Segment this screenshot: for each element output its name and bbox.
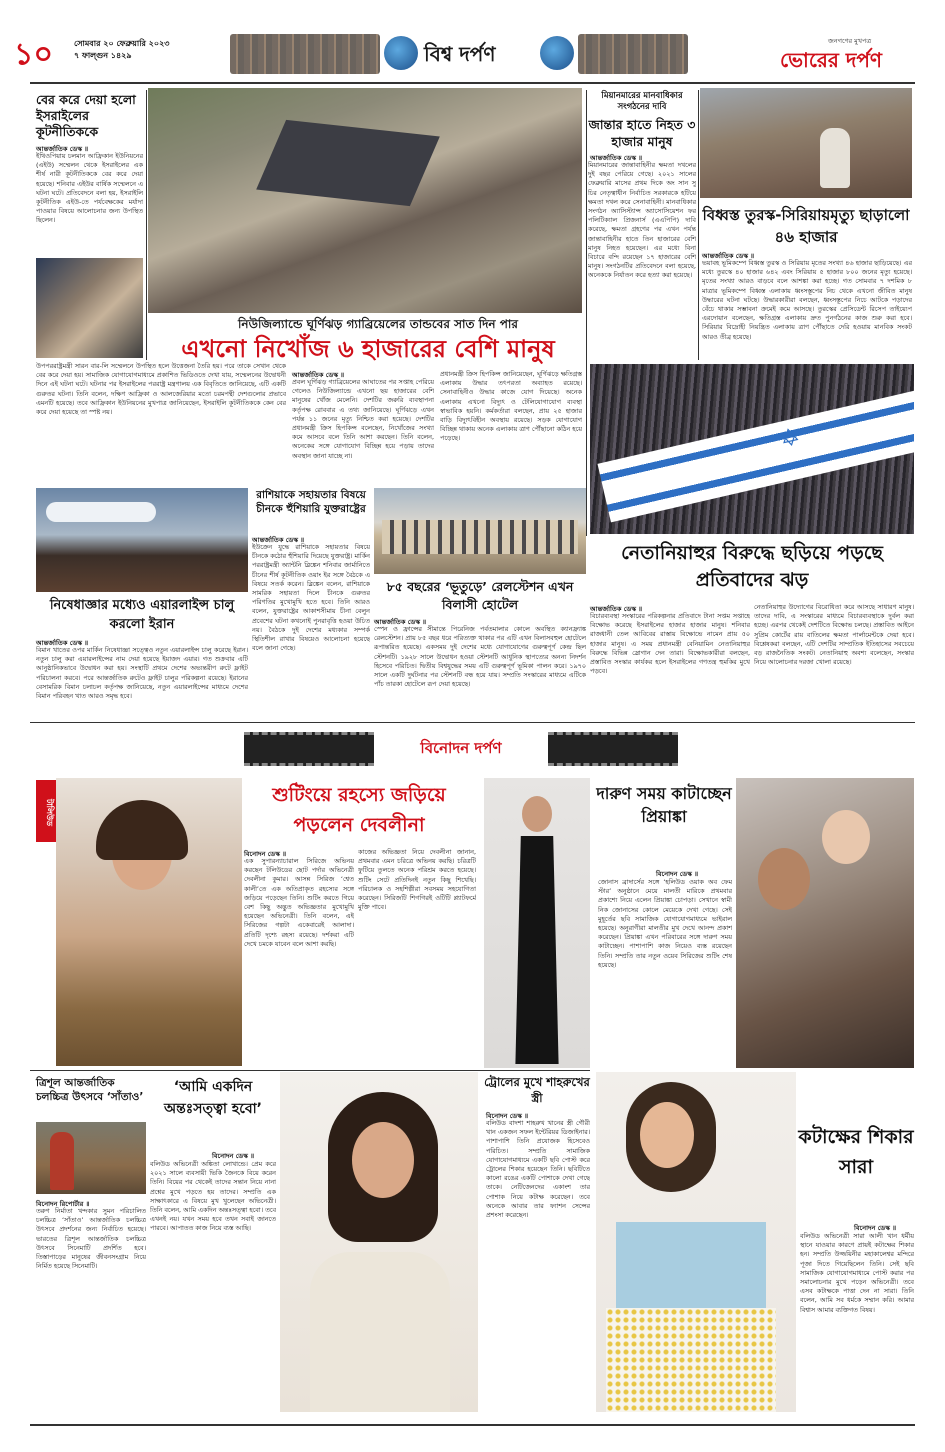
myanmar-kicker: মিয়ানমারের মানবাধিকার সংগঠনের দাবি: [601, 90, 683, 111]
netanyahu-byline: আন্তর্জাতিক ডেস্ক ॥: [590, 605, 643, 613]
station-building: [382, 520, 578, 554]
paper-name: ভোরের দর্পণ: [780, 48, 882, 72]
paper-tagline: জনগণের মুখপত্র: [828, 37, 872, 45]
iran-byline: আন্তর্জাতিক ডেস্ক ॥: [36, 639, 89, 647]
ankita-face: [352, 1122, 414, 1198]
baby-face: [822, 810, 870, 864]
netanyahu-headline: নেতানিয়াহুর বিরুদ্ধে ছড়িয়ে পড়ছে প্রতিবাদের ঝড়: [621, 542, 883, 591]
nz-kicker: নিউজিল্যান্ডে ঘূর্ণিঝড় গ্যাব্রিয়েলের তান্ডবের সাত দিন পার: [238, 317, 518, 331]
gauri-face: [522, 796, 552, 832]
priyanka-face: [758, 848, 810, 910]
israel-headline: বের করে দেয়া হলো ইসরাইলের কূটনীতিককে: [36, 92, 136, 139]
sara-body: বলিউড অভিনেত্রী সারা আলী খান ধর্মীয় স্থানে যাওয়ার কারণে প্রায়ই কটাক্ষের শিকার হন। সম্প্রতি উজ্জয়িনীর মহাকালেশ্বর মন্দিরে পূজা দিতে গিয়েছিলেন তিনি। সেই ছবি সামাজিক যোগাযোগমাধ্যমে পোস্ট করার পর সমালোচনার মুখে পড়েন অভিনেত্রী। তবে এসব কটাক্ষকে পাত্তা দেন না সারা। তিনি বলেন, আমি সব ধর্মকে সম্মান করি। আমার বিশ্বাস আমার ব্যক্তিগত বিষয়।: [800, 1232, 914, 1314]
gauri-dress: [510, 836, 564, 1064]
row-rule-1: [30, 722, 915, 723]
gauri-body: বলিউড বাদশা শাহরুখ খানের স্ত্রী গৌরী খান একজন সফল ইন্টেরিয়র ডিজাইনার। পাশাপাশি তিনি প্রযোজক হিসেবেও পরিচিত। সম্প্রতি সামাজিক যোগাযোগমাধ্যমে একটি ছবি পোস্ট করে ট্রোলের শিকার হয়েছেন তিনি। ছবিটিতে কালো রঙের একটি পোশাকে দেখা গেছে তাকে। নেটিজেনদের একাংশ তার পোশাক নিয়ে কটাক্ষ করেছেন। তবে অনেকে আবার তার ফ্যাশন সেন্সের প্রশংসা করেছেন।: [486, 1119, 590, 1220]
israel-body-2: উপপররাষ্ট্রমন্ত্রী সারন বার-লি সম্মেলনে উপস্থিত হলে উত্তেজনা তৈরি হয়। পরে তাকে সেখান থেকে বের করে দেয়া হয়। সামাজিক যোগাযোগমাধ্যমে প্রকাশিত ভিডিওতে দেখা যায়, সম্মেলনের উদ্বোধনী দিনে এই ঘটনা ঘটে। ঘটনার পর ইসরাইলের পররাষ্ট্র মন্ত্রণালয় এক বিবৃতিতে জানিয়েছে, এটি একটি গুরুতর ঘটনা। তিনি বলেন, দক্ষিণ আফ্রিকা ও আলজেরিয়ার মতো চরমপন্থী দেশগুলোর প্রভাবে এমনটি হয়েছে। তবে আফ্রিকান ইউনিয়নের মুখপাত্র জানিয়েছেন, ইসরাইলি কূটনীতিককে কেন বের করে দেয়া হয়েছে তা স্পষ্ট নয়।: [36, 362, 286, 417]
ankita-body: বলিউড অভিনেত্রী অঙ্কিতা লোখান্ডে। প্রেম করে ২০২১ সালে ব্যবসায়ী ভিকি জৈনকে বিয়ে করেন তিনি। বিয়ের পর থেকেই তাদের সন্তান নিয়ে নানা প্রশ্নের মুখে পড়তে হয় তাদের। সম্প্রতি এক সাক্ষাৎকারে এ বিষয়ে মুখ খুলেছেন অভিনেত্রী। তিনি বলেন, আমি একদিন অন্তঃসত্ত্বা হবো। তবে এখনই নয়। যখন সময় হবে তখন সবাই জানতে পারবে। আপাতত কাজ নিয়ে ব্যস্ত আছি।: [150, 1160, 276, 1233]
date-line-2: ৭ ফাল্গুন ১৪২৯: [74, 51, 132, 60]
column-rule-1: [146, 90, 147, 360]
santao-byline: বিনোদন রিপোর্টার ॥: [36, 1200, 90, 1208]
netanyahu-body: বিচারব্যবস্থা সংস্কারের পরিকল্পনার প্রতিবাদে টানা সপ্তম সপ্তাহে বিক্ষোভ করেছে ইসরাইলের হাজার হাজার মানুষ। শনিবার রাজধানী তেল আবিবের রাস্তায় বিক্ষোভে নামেন প্রায় ৫০ হাজার মানুষ। এ সময় প্রধানমন্ত্রী বেনিয়ামিন নেতানিয়াহুর বিরুদ্ধে বিভিন্ন স্লোগান দেন তারা। বিক্ষোভকারীরা বলছেন, প্রস্তাবিত সংস্কার কার্যকর হলে ইসরাইলের গণতন্ত্র হুমকির মুখে পড়বে।: [590, 612, 750, 676]
quake-byline: আন্তর্জাতিক ডেস্ক ॥: [702, 252, 755, 260]
debleena-body-2: কাজের অভিজ্ঞতা নিয়ে দেবলীনা জানান, প্রথমবার এমন চরিত্রে অভিনয় করছি। চরিত্রটি ফুটিয়ে তুলতে অনেক পরিশ্রম করতে হয়েছে। শুটিং সেটে প্রতিদিনই নতুন কিছু শিখেছি। পরিচালক ও সহশিল্পীরা সবসময় সহযোগিতা করেছেন। সিরিজটি শিগগিরই ওটিটি প্ল্যাটফর্মে মুক্তি পাবে।: [358, 848, 476, 912]
entertainment-filmstrip-left: [244, 732, 374, 766]
debleena-headline: শুটিংয়ে রহস্যে জড়িয়ে পড়লেন দেবলীনা: [272, 784, 446, 836]
israel-body: ইথিওপিয়ায় চলমান আফ্রিকান ইউনিয়নের (এইউ) সম্মেলন থেকে ইসরাইলের এক শীর্ষ নারী কূটনীতিককে বের করে দেয়া হয়েছে। শনিবার এইউর বার্ষিক সম্মেলনে এ ঘটনা ঘটে। প্রতিবেদনে বলা হয়, ইসরাইলি কূটনীতিক এইউ-তে পর্যবেক্ষকের মর্যাদা পাওয়ার বিষয়ে আলোচনার জন্য উপস্থিত ছিলেন।: [36, 152, 143, 225]
sara-face: [640, 1102, 694, 1168]
entertainment-filmstrip-right: [548, 732, 678, 766]
santao-still: [36, 1122, 146, 1194]
myanmar-headline: জান্তার হাতে নিহত ৩ হাজার মানুষ: [588, 117, 696, 149]
priyanka-photo: [736, 778, 914, 1068]
aircraft-shape: [46, 502, 156, 522]
sara-byline: বিনোদন ডেস্ক ॥: [854, 1224, 897, 1232]
myanmar-body: মিয়ানমারের জান্তাবাহিনীর ক্ষমতা দখলের দুই বছর পেরিয়ে গেছে। ২০২১ সালের ফেব্রুয়ারি মাসের প্রথম দিকে অং সান সু চির নেতৃত্বাধীন নির্বাচিত সরকারকে হটিয়ে ক্ষমতা দখল করে সেনাবাহিনী। মানবাধিকার সংগঠন অ্যাসিস্ট্যান্স অ্যাসোসিয়েশন ফর পলিটিক্যাল প্রিজনার্স (এএপিপি) দাবি করেছে, ক্ষমতা গ্রহণের পর এখন পর্যন্ত জান্তাবাহিনীর হাতে তিন হাজারের বেশি মানুষ নিহত হয়েছেন। এর মধ্যে বিনা বিচারে বন্দি রয়েছেন ১৭ হাজারের বেশি মানুষ। সংগঠনটির প্রতিবেদনে বলা হয়েছে, অনেককে নির্যাতন করে হত্যা করা হয়েছে।: [588, 161, 696, 280]
collapsed-house-roof: [256, 120, 440, 206]
nz-body: প্রবল ঘূর্ণিঝড় গ্যাব্রিয়েলের আঘাতের পর সপ্তাহ পেরিয়ে গেলেও নিউজিল্যান্ডে এখনো ছয় হাজারের বেশি মানুষের খোঁজ মেলেনি। দেশটির জরুরি ব্যবস্থাপনা কর্তৃপক্ষ রোববার এ তথ্য জানিয়েছে। ঘূর্ণিঝড়ে এখন পর্যন্ত ১১ জনের মৃত্যু নিশ্চিত করা হয়েছে। দেশটির প্রধানমন্ত্রী ক্রিস হিপকিন্স বলেছেন, নিখোঁজের সংখ্যা কমে আসবে বলে তিনি আশা করছেন। তিনি বলেন, অনেকের সঙ্গে যোগাযোগ বিচ্ছিন্ন হয়ে পড়ায় তাদের অবস্থান জানা যাচ্ছে না।: [292, 378, 434, 460]
star-of-david-icon: ✡: [777, 422, 804, 454]
israel-protest-photo: [590, 364, 914, 534]
debleena-photo: [56, 778, 242, 1066]
section-title: বিশ্ব দর্পণ: [424, 42, 496, 66]
sara-headline: কটাক্ষের শিকার সারা: [798, 1126, 914, 1178]
sara-photo: [596, 1072, 796, 1412]
israeli-flag: [597, 390, 914, 523]
entertainment-section-title: বিনোদন দর্পণ: [420, 739, 502, 757]
date-line-1: সোমবার ২০ ফেব্রুয়ারি ২০২৩: [74, 39, 170, 48]
sara-top: [616, 1222, 766, 1308]
priyanka-byline: বিনোদন ডেস্ক ॥: [656, 870, 699, 878]
globe-icon: [384, 36, 418, 70]
station-headline: ৮৫ বছরের ‘ভূতুড়ে’ রেলস্টেশন এখন বিলাসী হোটেল: [386, 579, 574, 612]
nz-cyclone-photo: [148, 88, 582, 313]
column-rule-3: [698, 90, 699, 360]
russia-headline: রাশিয়াকে সহায়তার বিষয়ে চীনকে হুঁশিয়ারি যুক্তরাষ্ট্রের: [256, 489, 366, 515]
iran-headline: নিষেধাজ্ঞার মধ্যেও এয়ারলাইন্স চালু করলো ইরান: [49, 598, 235, 632]
survivor-figure: [820, 128, 850, 188]
monuments-banner-right: [578, 34, 688, 74]
canfranc-station-photo: [374, 488, 586, 574]
myanmar-byline: আন্তর্জাতিক ডেস্ক ॥: [590, 154, 643, 162]
iran-body: বিমান খাতের ওপর মার্কিন নিষেধাজ্ঞা সত্ত্বেও নতুন এয়ারলাইন্স চালু করেছে ইরান। নতুন চালু করা এয়ারলাইন্সের নাম দেয়া হয়েছে ইয়াজদ এয়ার। গত শুক্রবার এটি আনুষ্ঠানিকভাবে উদ্বোধন করা হয়। সংস্থাটি প্রথমে দেশের অভ্যন্তরীণ রুটে ফ্লাইট পরিচালনা করবে। পরে আন্তর্জাতিক রুটেও ফ্লাইট চালুর পরিকল্পনা রয়েছে। ইরানের বেসামরিক বিমান চলাচল কর্তৃপক্ষ জানিয়েছে, নতুন এয়ারলাইন্সের মাধ্যমে দেশের বিমান পরিবহন খাত আরও সমৃদ্ধ হবে।: [36, 646, 248, 701]
sara-skirt: [606, 1308, 776, 1412]
tollywood-label: টালিউড: [36, 780, 56, 842]
footer-rule: [30, 1424, 915, 1426]
page-number: ১০: [14, 37, 53, 72]
quake-body: ভয়াবহ ভূমিকম্পে বিধ্বস্ত তুরস্ক ও সিরিয়ায় মৃতের সংখ্যা ৪৬ হাজার ছাড়িয়েছে। এর মধ্যে তুরস্কে ৪০ হাজার ৬৪২ এবং সিরিয়ায় ৫ হাজার ৮০০ জনের মৃত্যু হয়েছে। মৃতের সংখ্যা আরও বাড়বে বলে আশঙ্কা করা হচ্ছে। গত সোমবার ৭ দশমিক ৮ মাত্রার ভূমিকম্পে বিধ্বস্ত এলাকায় ধ্বংসস্তূপের নিচ থেকে এখনো জীবিত মানুষ উদ্ধারের ঘটনা ঘটছে। উদ্ধারকারীরা বলছেন, ধ্বংসস্তূপের নিচে আটকে পড়াদের বেঁচে থাকার সম্ভাবনা ক্রমেই কমে আসছে। তুরস্কের প্রেসিডেন্ট রিসেপ তাইয়্যেপ এরদোয়ান বলেছেন, ক্ষতিগ্রস্ত এলাকায় দ্রুত পুনর্গঠনের কাজ শুরু করা হবে। সিরিয়ার বিদ্রোহী নিয়ন্ত্রিত এলাকায় ত্রাণ পৌঁছাতে দেরি হওয়ায় মানবিক সংকট আরও তীব্র হয়েছে।: [702, 259, 912, 341]
masthead-rule: [30, 82, 915, 84]
ankita-headline: ‘আমি একদিন অন্তঃসত্ত্বা হবো’: [163, 1079, 263, 1117]
priyanka-body: জোনাস ব্রাদার্সের সঙ্গে ‘হলিউড ওয়াক অব ফেম স্টার’ অনুষ্ঠানে মেয়ে মালতী মারিকে প্রথমবার প্রকাশ্যে নিয়ে এলেন প্রিয়াঙ্কা চোপড়া। সেখানে স্বামী নিক জোনাসের কোলে মেয়েকে দেখা গেছে। সেই মুহূর্তের ছবি সামাজিক যোগাযোগমাধ্যমে ভাইরাল হয়েছে। অনুরাগীরা মালতীর মুখ দেখে আনন্দ প্রকাশ করেছেন। প্রিয়াঙ্কা এখন পরিবারের সঙ্গে দারুণ সময় কাটাচ্ছেন। পাশাপাশি কাজ নিয়েও ব্যস্ত রয়েছেন তিনি। সম্প্রতি তার নতুন ওয়েব সিরিজের শুটিং শেষ হয়েছে।: [598, 878, 732, 969]
russia-body: ইউক্রেন যুদ্ধে রাশিয়াকে সহায়তার বিষয়ে চীনকে কঠোর হুঁশিয়ারি দিয়েছে যুক্তরাষ্ট্র। মার্কিন পররাষ্ট্রমন্ত্রী অ্যান্টনি ব্লিঙ্কেন শনিবার জার্মানিতে চীনের শীর্ষ কূটনীতিক ওয়াং ইর সঙ্গে বৈঠকে এ বিষয়ে সতর্ক করেন। ব্লিঙ্কেন বলেন, রাশিয়াকে সামরিক সহায়তা দিলে চীনকে গুরুতর পরিণতির মুখোমুখি হতে হবে। তিনি আরও বলেন, যুক্তরাষ্ট্রের আকাশসীমায় চীনা বেলুন প্রবেশের ঘটনা কখনোই পুনরাবৃত্তি হওয়া উচিত নয়। বৈঠকে দুই দেশের মধ্যকার সম্পর্ক স্থিতিশীল রাখার বিষয়েও আলোচনা হয়েছে বলে জানা গেছে।: [252, 543, 370, 653]
station-body: স্পেন ও ফ্রান্সের সীমান্তে পিরেনিজ পর্বতমালার কোলে অবস্থিত ক্যানফ্র্যাঙ্ক রেলস্টেশন। প্রায় ৮৫ বছর ধরে পরিত্যক্ত থাকার পর এটি এখন বিলাসবহুল হোটেলে রূপান্তরিত হয়েছে। একসময় দুই দেশের মধ্যে যোগাযোগের গুরুত্বপূর্ণ কেন্দ্র ছিল স্টেশনটি। ১৯২৮ সালে উদ্বোধন হওয়া স্টেশনটি আধুনিক স্থাপত্যের অনন্য নিদর্শন হিসেবে পরিচিত। দ্বিতীয় বিশ্বযুদ্ধের সময় এটি গুরুত্বপূর্ণ ভূমিকা পালন করে। ১৯৭০ সালে একটি দুর্ঘটনার পর স্টেশনটি বন্ধ হয়ে যায়। সম্প্রতি সংস্কারের মাধ্যমে এটিকে পাঁচ তারকা হোটেলে রূপ দেয়া হয়েছে।: [374, 625, 586, 689]
priyanka-headline: দারুণ সময় কাটাচ্ছেন প্রিয়াঙ্কা: [596, 784, 732, 826]
russia-byline: আন্তর্জাতিক ডেস্ক ॥: [252, 536, 305, 544]
column-rule-2: [586, 90, 587, 536]
israel-diplomat-photo: [36, 258, 143, 358]
netanyahu-body-2: নেতানিয়াহুর উদ্যোগের বিরোধিতা করে আসছে সাধারণ মানুষ। তাদের দাবি, এ সংস্কারের মাধ্যমে বিচারব্যবস্থাকে দুর্বল করা হচ্ছে। এরপর থেকেই দেশটিতে বিক্ষোভ চলছে। প্রস্তাবিত আইনে সুপ্রিম কোর্টের রায় বাতিলের ক্ষমতা পার্লামেন্টকে দেয়া হবে। বিশ্লেষকরা বলছেন, এটি দেশটির সাম্প্রতিক ইতিহাসের সবচেয়ে বড় রাজনৈতিক সংকট। নেতানিয়াহু অবশ্য বলেছেন, সংস্কার নিয়ে আলোচনার দরজা খোলা রয়েছে।: [754, 603, 914, 667]
santao-headline: ত্রিশূল আন্তর্জাতিক চলচ্চিত্র উৎসবে ‘সাঁতাও’: [36, 1077, 144, 1103]
masthead: [0, 0, 945, 84]
gauri-headline: ট্রোলের মুখে শাহরুখের স্ত্রী: [484, 1075, 590, 1105]
quake-headline: বিধ্বস্ত তুরস্ক-সিরিয়ায়মৃত্যু ছাড়ালো ৪৬ হাজার: [702, 206, 910, 246]
monuments-banner-left: [230, 34, 380, 74]
globe-icon-2: [540, 36, 574, 70]
gauri-byline: বিনোদন ডেস্ক ॥: [486, 1112, 529, 1120]
station-byline: আন্তর্জাতিক ডেস্ক ॥: [374, 618, 427, 626]
nz-body-2: প্রধানমন্ত্রী ক্রিস হিপকিন্স জানিয়েছেন, ঘূর্ণিঝড়ে ক্ষতিগ্রস্ত এলাকায় উদ্ধার তৎপরতা অব্যাহত রয়েছে। সেনাবাহিনীও উদ্ধার কাজে যোগ দিয়েছে। অনেক এলাকায় এখনো বিদ্যুৎ ও টেলিযোগাযোগ ব্যবস্থা স্বাভাবিক হয়নি। কর্মকর্তারা বলছেন, প্রায় ২৫ হাজার বাড়ি বিদ্যুৎবিহীন অবস্থায় রয়েছে। সড়ক যোগাযোগ বিচ্ছিন্ন থাকায় অনেক এলাকায় ত্রাণ পৌঁছানো কঠিন হয়ে পড়েছে।: [440, 370, 582, 443]
actor-figure: [50, 1132, 74, 1190]
turkey-quake-photo: [700, 88, 912, 198]
iran-airline-photo: [36, 488, 248, 592]
debleena-body: এক সুপারন্যাচারাল সিরিজে অভিনয় করছেন টলিউডের ছোট পর্দার অভিনেত্রী দেবলীনা কুমার। আসন্ন সিরিজ ‘শ্বেত কালী’তে এক অতিপ্রাকৃত রহস্যের সঙ্গে জড়িয়ে পড়েছেন তিনি। শুটিং করতে গিয়ে বেশ কিছু অদ্ভুত অভিজ্ঞতার মুখোমুখি হয়েছেন অভিনেত্রী। তিনি বলেন, এই সিরিজের গল্পটা একেবারেই আলাদা। প্রতিটি দৃশ্যে রহস্য রয়েছে। দর্শকরা এটি দেখে চমকে যাবেন বলে আশা করছি।: [244, 857, 354, 948]
debleena-byline: বিনোদন ডেস্ক ॥: [244, 850, 287, 858]
row-rule-2: [30, 1070, 590, 1071]
nz-headline: এখনো নিখোঁজ ৬ হাজারের বেশি মানুষ: [181, 335, 555, 363]
santao-body: তরুণ নির্মাতা খন্দকার সুমন পরিচালিত চলচ্চিত্র ‘সাঁতাও’ আন্তর্জাতিক চলচ্চিত্র উৎসবে প্রদর্শনের জন্য নির্বাচিত হয়েছে। ভারতের ত্রিশূল আন্তর্জাতিক চলচ্চিত্র উৎসবে সিনেমাটি প্রদর্শিত হবে। তিস্তাপাড়ের মানুষের জীবনসংগ্রাম নিয়ে নির্মিত হয়েছে সিনেমাটি।: [36, 1207, 146, 1271]
ankita-byline: বিনোদন ডেস্ক ॥: [212, 1152, 255, 1160]
israel-byline: আন্তর্জাতিক ডেস্ক ॥: [36, 145, 89, 153]
ankita-dress: [310, 1252, 450, 1412]
debleena-hair: [96, 800, 188, 860]
gauri-photo: [484, 778, 590, 1068]
nz-byline: আন্তর্জাতিক ডেস্ক ॥: [292, 371, 345, 379]
ankita-photo: [280, 1072, 478, 1412]
